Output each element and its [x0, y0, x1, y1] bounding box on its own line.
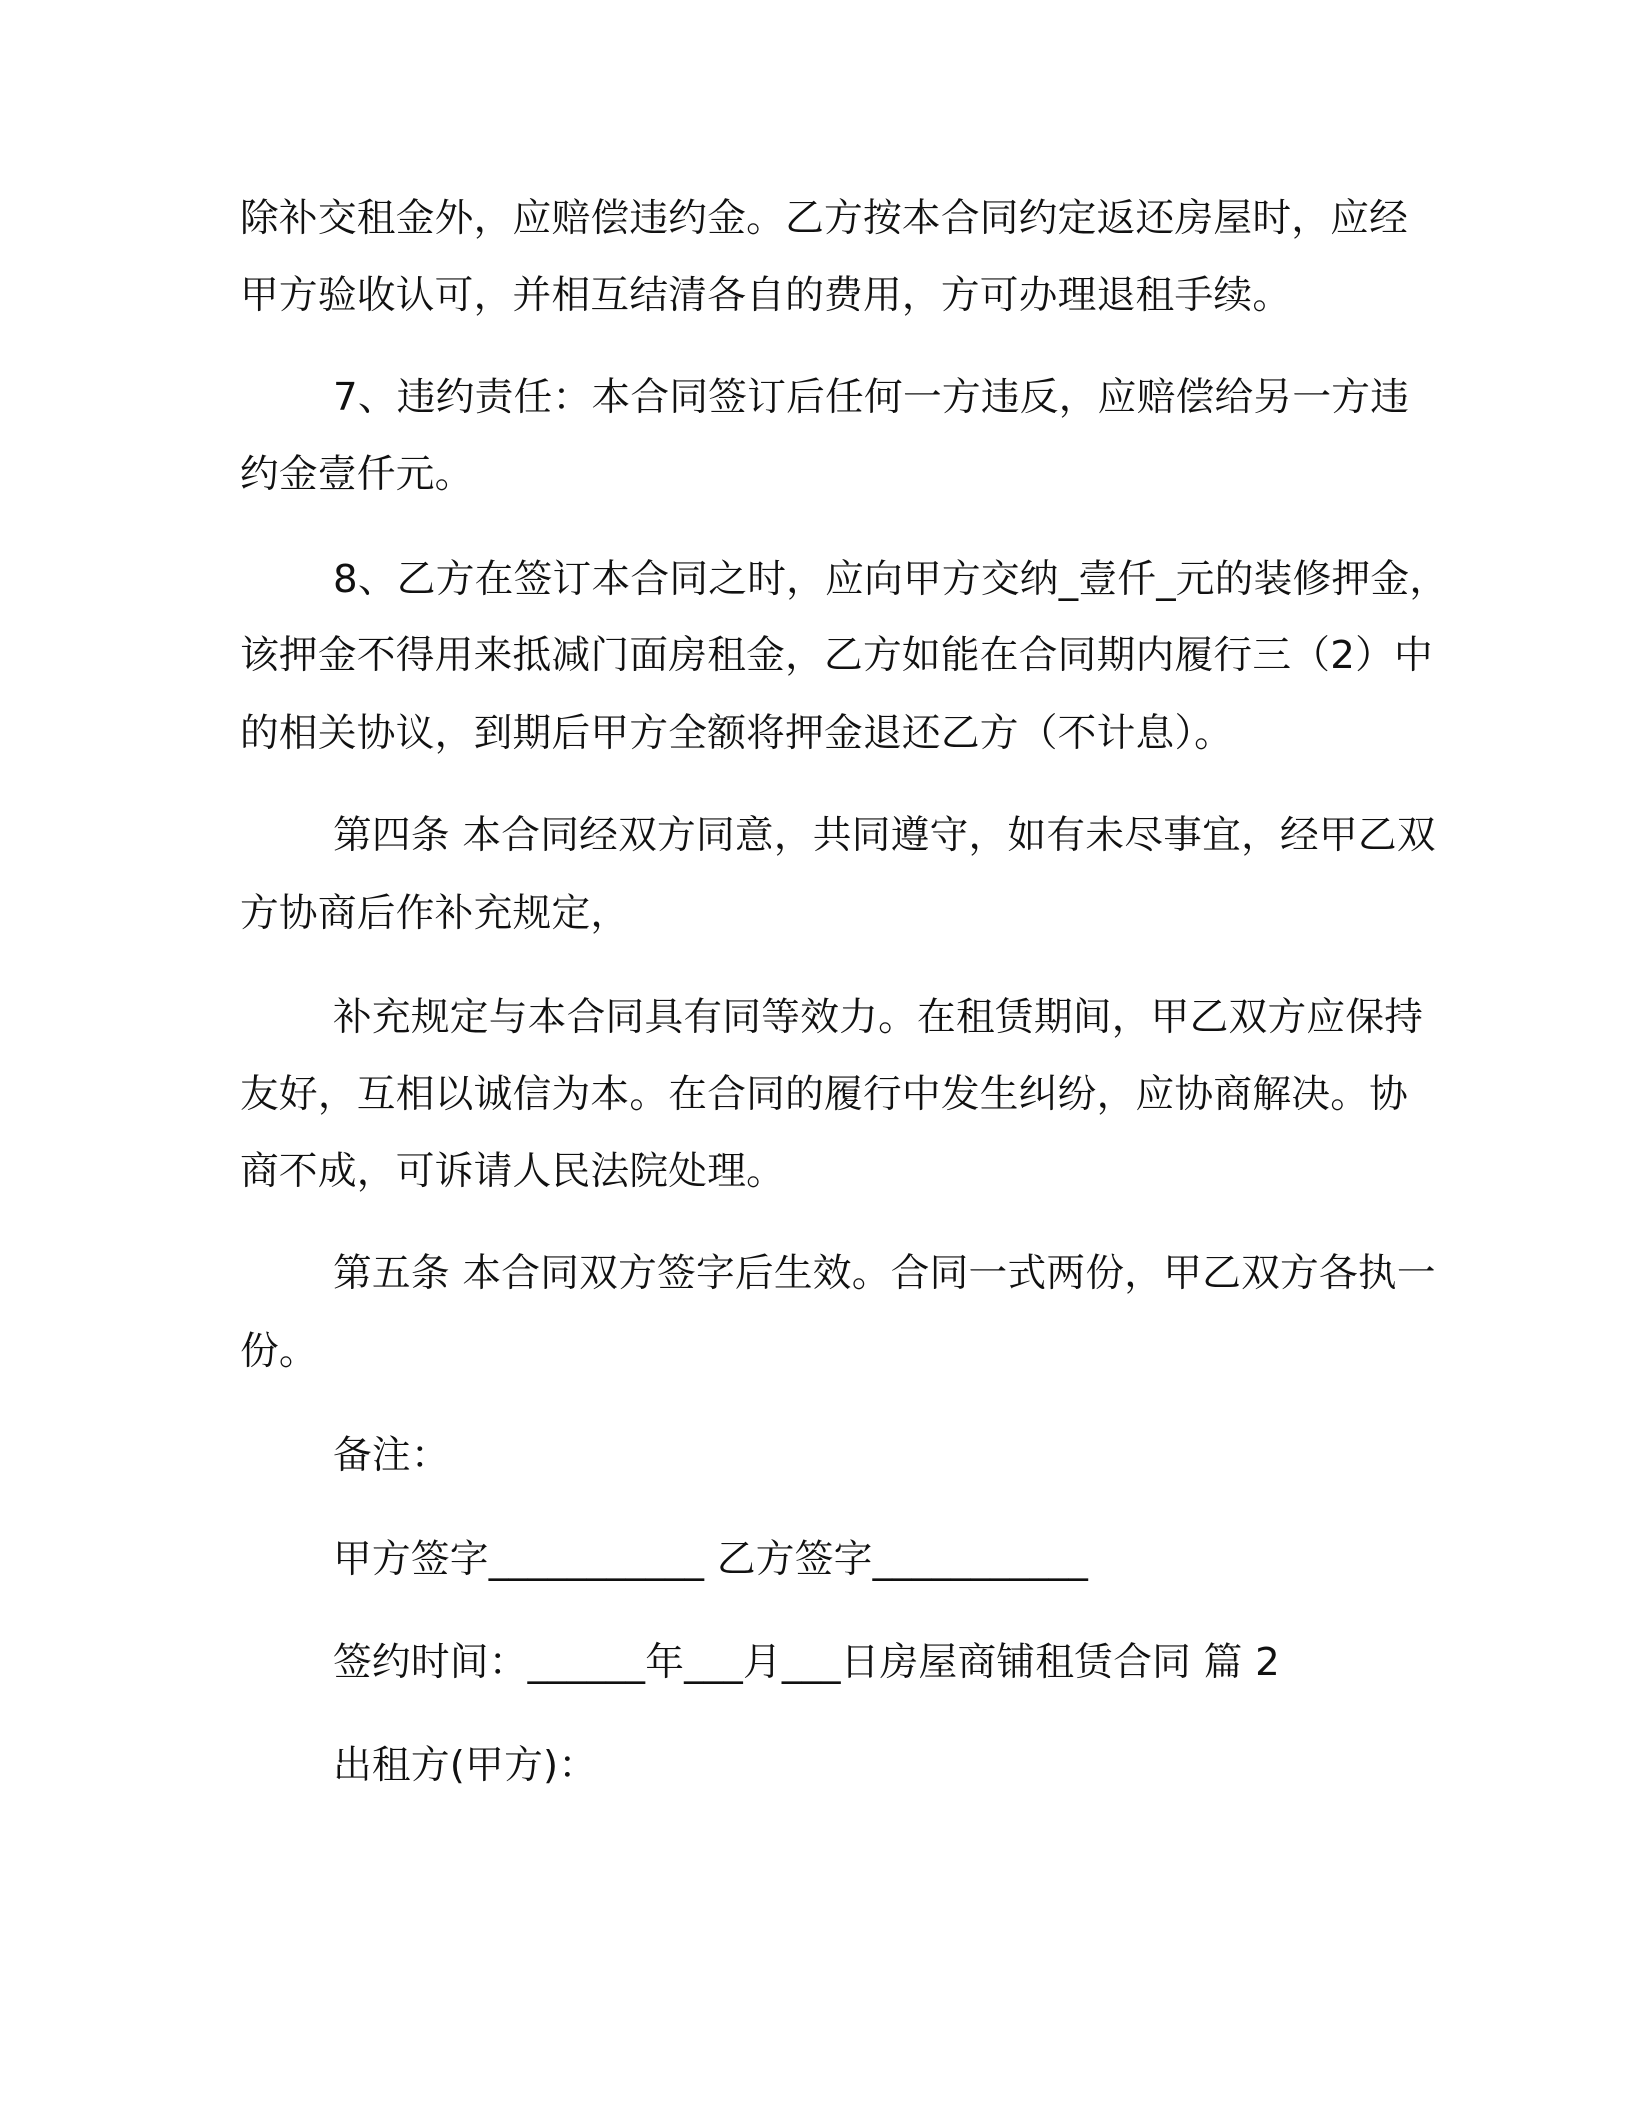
- clause-7-line: 约金壹仟元。: [240, 452, 474, 497]
- signature-line: 甲方签字___________ 乙方签字___________: [333, 1537, 1089, 1582]
- clause-8-line: 8、乙方在签订本合同之时，应向甲方交纳_壹仟_元的装修押金，: [333, 557, 1449, 602]
- clause-7-line: 7、违约责任：本合同签订后任何一方违反，应赔偿给另一方违: [333, 375, 1410, 420]
- article-5-line: 第五条 本合同双方签字后生效。合同一式两份，甲乙双方各执一: [333, 1251, 1436, 1296]
- clause-8-line: 该押金不得用来抵减门面房租金，乙方如能在合同期内履行三（2）中: [240, 633, 1433, 678]
- signing-date-line: 签约时间：______年___月___日房屋商铺租赁合同 篇 2: [333, 1640, 1281, 1685]
- body-text-line: 除补交租金外，应赔偿违约金。乙方按本合同约定返还房屋时，应经: [240, 196, 1409, 241]
- clause-8-line: 的相关协议，到期后甲方全额将押金退还乙方（不计息）。: [240, 711, 1234, 756]
- supplement-line: 商不成，可诉请人民法院处理。: [240, 1149, 786, 1194]
- body-text-line: 甲方验收认可，并相互结清各自的费用，方可办理退租手续。: [240, 273, 1292, 318]
- article-5-line: 份。: [240, 1329, 318, 1374]
- lessor-label: 出租方(甲方)：: [333, 1743, 598, 1788]
- article-4-line: 第四条 本合同经双方同意，共同遵守，如有未尽事宜，经甲乙双: [333, 813, 1436, 858]
- article-4-line: 方协商后作补充规定，: [240, 891, 630, 936]
- supplement-line: 友好，互相以诚信为本。在合同的履行中发生纠纷，应协商解决。协: [240, 1072, 1409, 1117]
- supplement-line: 补充规定与本合同具有同等效力。在租赁期间，甲乙双方应保持: [333, 995, 1424, 1040]
- remarks-label: 备注：: [333, 1433, 450, 1478]
